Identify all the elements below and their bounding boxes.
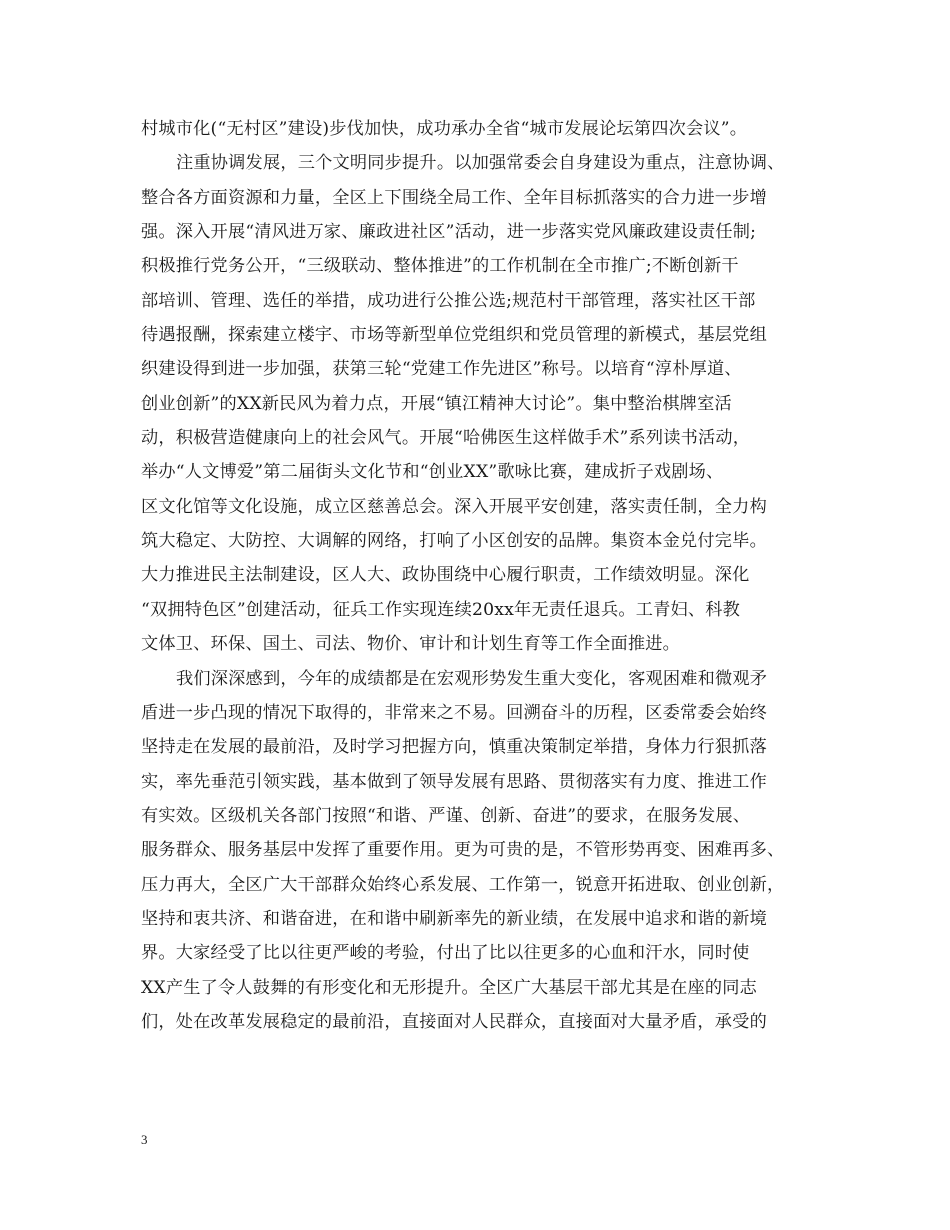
- text-line: 有实效。区级机关各部门按照“和谐、严谨、创新、奋进”的要求，在服务发展、: [141, 805, 751, 826]
- page-number: 3: [141, 1132, 148, 1147]
- text-line: 压力再大，全区广大干部群众始终心系发展、工作第一，锐意开拓进取、创业创新，: [141, 874, 785, 895]
- text-line: 坚持和衷共济、和谐奋进，在和谐中刷新率先的新业绩，在发展中追求和谐的新境: [141, 908, 767, 929]
- text-line: 强。深入开展“清风进万家、廉政进社区”活动，进一步落实党风廉政建设责任制;: [141, 222, 757, 243]
- text-line: 整合各方面资源和力量，全区上下围绕全局工作、全年目标抓落实的合力进一步增: [141, 187, 767, 208]
- text-line: 大力推进民主法制建设，区人大、政协围绕中心履行职责，工作绩效明显。深化: [141, 565, 750, 586]
- text-line: 筑大稳定、大防控、大调解的网络，打响了小区创安的品牌。集资本金兑付完毕。: [141, 531, 767, 552]
- paragraph-start-line: 注重协调发展，三个文明同步提升。以加强常委会自身建设为重点，注意协调、: [176, 153, 785, 174]
- text-line: XX产生了令人鼓舞的有形变化和无形提升。全区广大基层干部尤其是在座的同志: [141, 977, 758, 998]
- text-line: 动，积极营造健康向上的社会风气。开展“哈佛医生这样做手术”系列读书活动，: [141, 428, 751, 449]
- text-line: 村城市化(“无村区”建设)步伐加快，成功承办全省“城市发展论坛第四次会议”。: [141, 119, 748, 139]
- text-line: “双拥特色区”创建活动，征兵工作实现连续20xx年无责任退兵。工青妇、科教: [141, 599, 741, 620]
- text-line: 文体卫、环保、国土、司法、物价、审计和计划生育等工作全面推进。: [141, 634, 681, 655]
- text-line: 坚持走在发展的最前沿，及时学习把握方向，慎重决策制定举措，身体力行狠抓落: [141, 737, 767, 758]
- text-line: 们，处在改革发展稳定的最前沿，直接面对人民群众，直接面对大量矛盾，承受的: [141, 1011, 767, 1032]
- text-line: 待遇报酬，探索建立楼宇、市场等新型单位党组织和党员管理的新模式，基层党组: [141, 325, 767, 346]
- text-line: 区文化馆等文化设施，成立区慈善总会。深入开展平安创建，落实责任制，全力构: [141, 496, 767, 517]
- text-line: 织建设得到进一步加强，获第三轮“党建工作先进区”称号。以培育“淳朴厚道、: [141, 359, 742, 380]
- text-line: 盾进一步凸现的情况下取得的，非常来之不易。回溯奋斗的历程，区委常委会始终: [141, 702, 767, 723]
- document-body: [141, 112, 821, 1039]
- paragraph-start-line: 我们深深感到，今年的成绩都是在宏观形势发生重大变化，客观困难和微观矛: [176, 668, 768, 689]
- text-line: 举办“人文博爱”第二届街头文化节和“创业XX”歌咏比赛，建成折子戏剧场、: [141, 462, 724, 483]
- text-line: 服务群众、服务基层中发挥了重要作用。更为可贵的是，不管形势再变、困难再多、: [141, 840, 785, 861]
- text-line: 实，率先垂范引领实践，基本做到了领导发展有思路、贯彻落实有力度、推进工作: [141, 771, 767, 792]
- text-line: 界。大家经受了比以往更严峻的考验，付出了比以往更多的心血和汗水，同时使: [141, 943, 750, 964]
- text-line: 积极推行党务公开，“三级联动、整体推进”的工作机制在全市推广;不断创新干: [141, 256, 739, 277]
- text-line: 部培训、管理、选任的举措，成功进行公推公选;规范村干部管理，落实社区干部: [141, 290, 756, 311]
- text-line: 创业创新”的XX新民风为着力点，开展“镇江精神大讨论”。集中整治棋牌室活: [141, 393, 732, 414]
